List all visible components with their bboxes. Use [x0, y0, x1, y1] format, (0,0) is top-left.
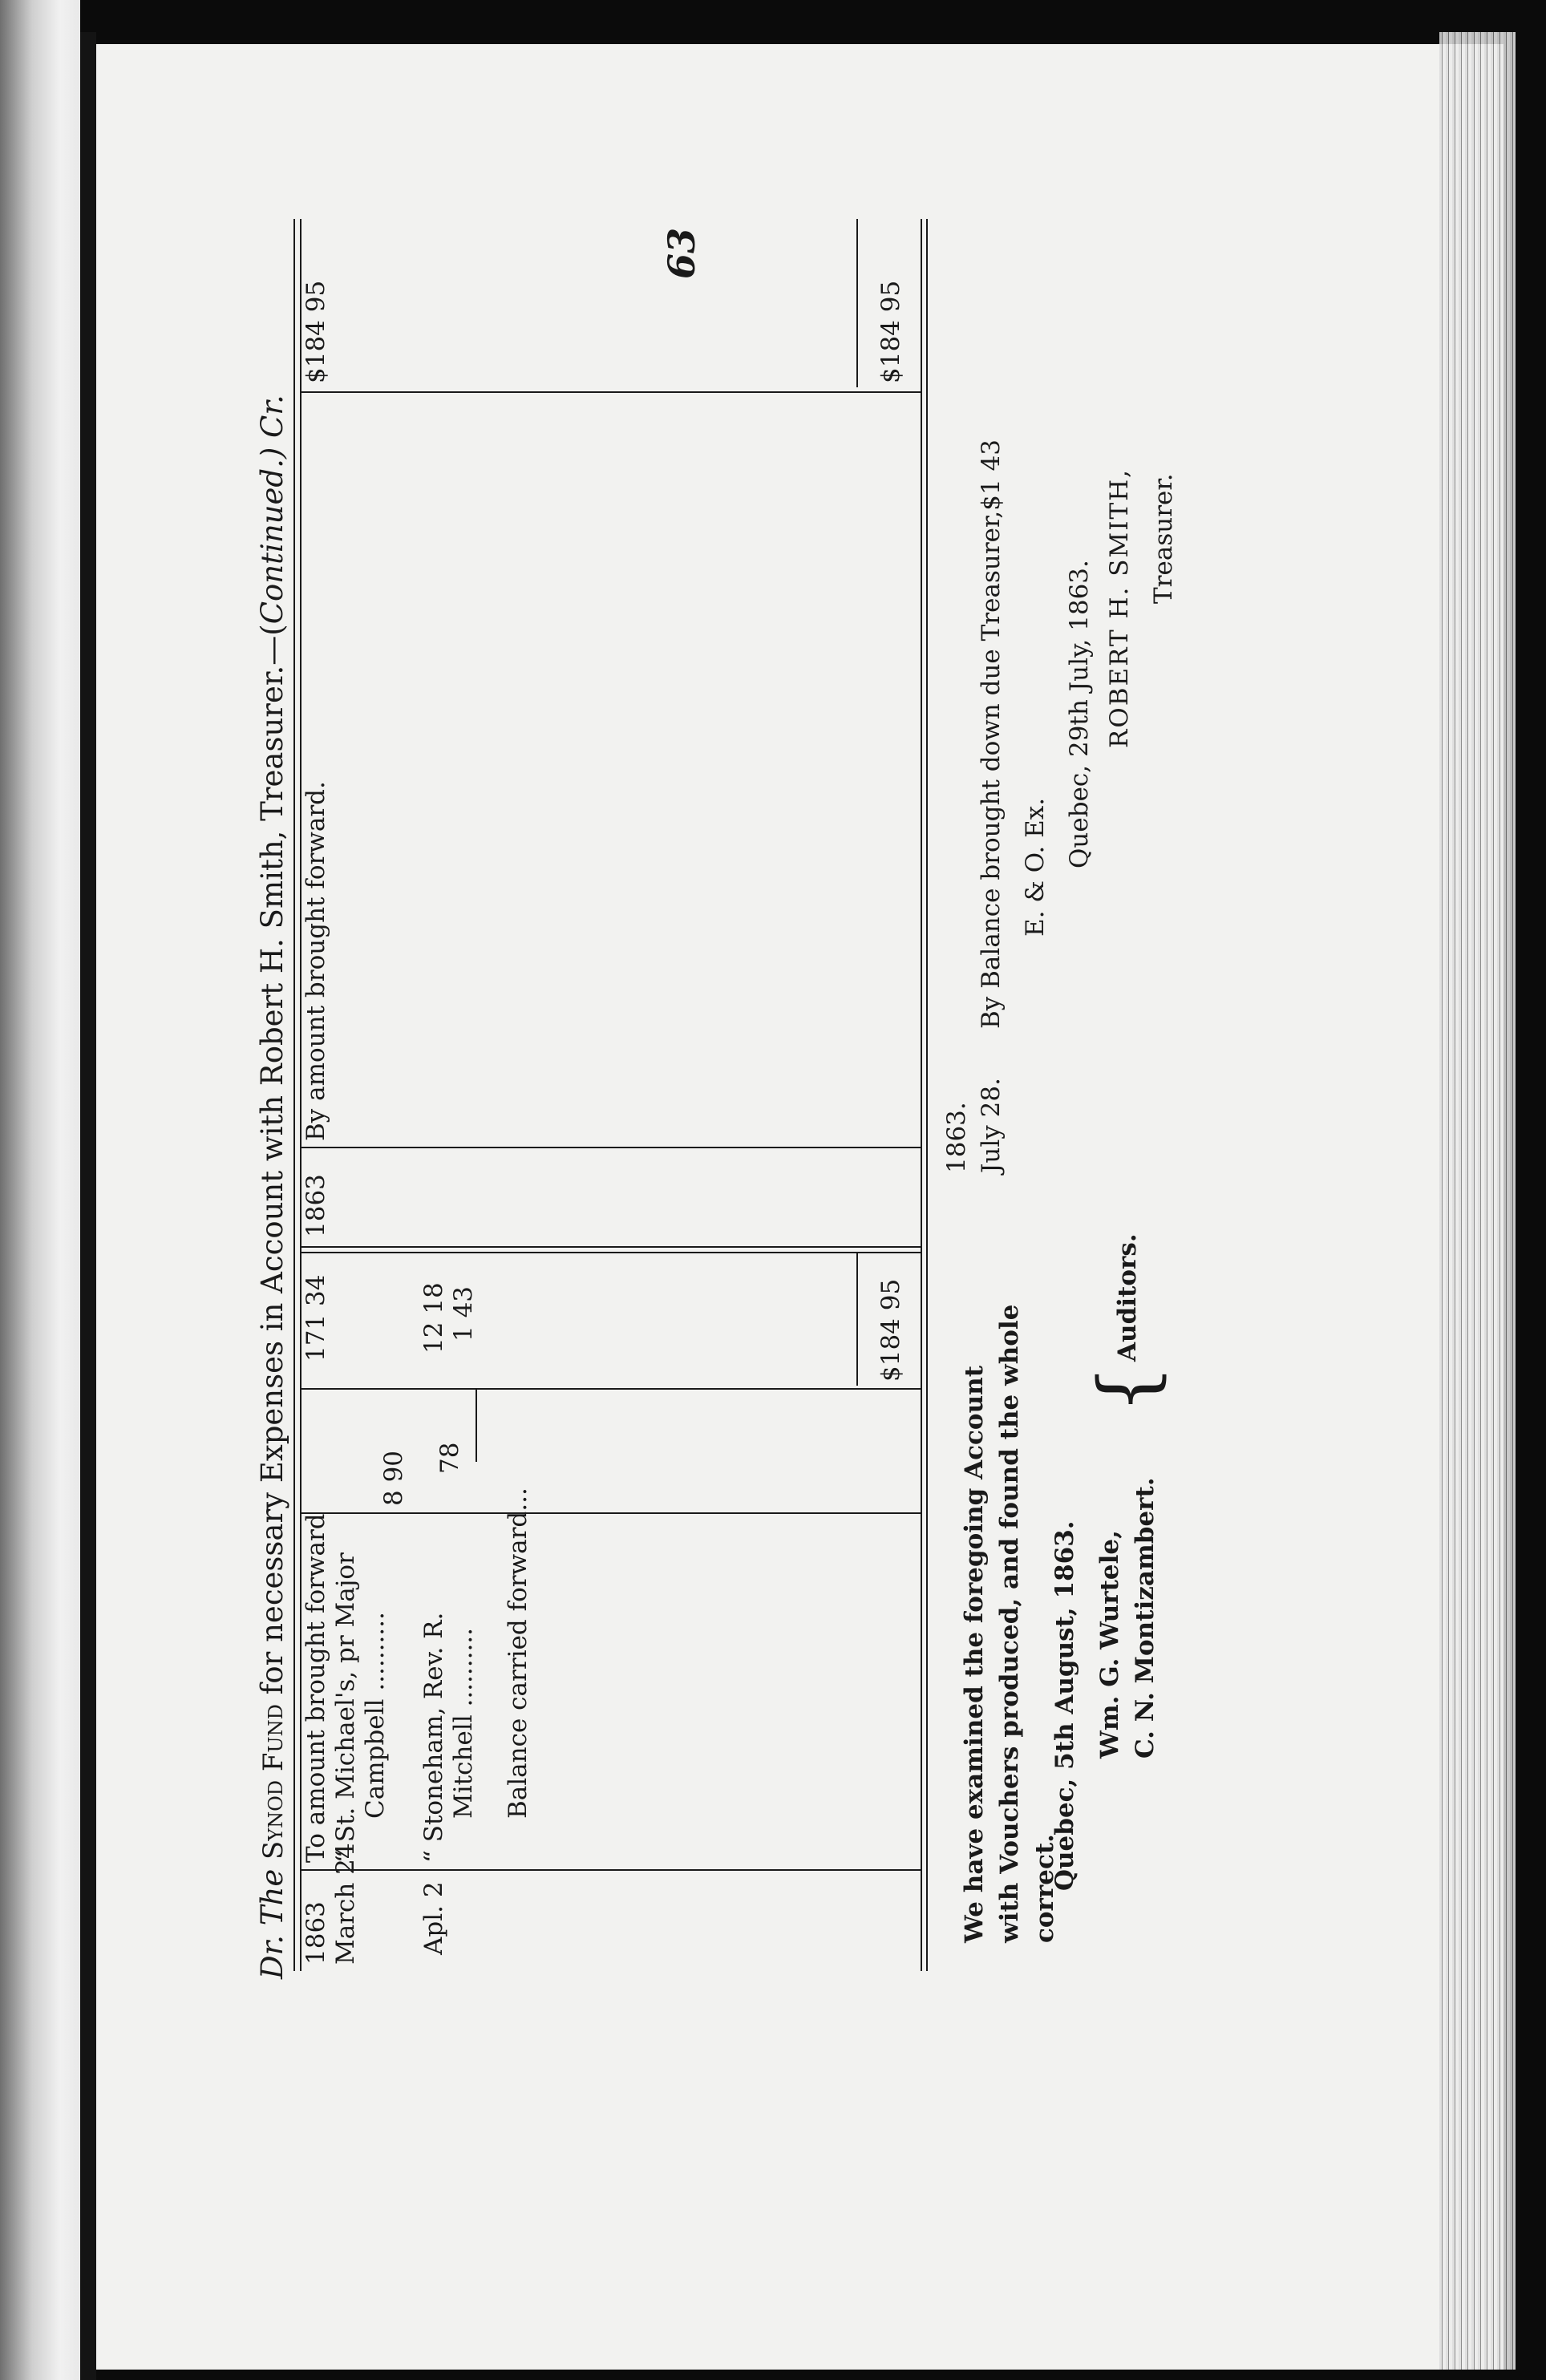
credit-amount: $184 95 — [302, 280, 330, 383]
debit-row-1-description: To amount brought forward — [302, 1513, 330, 1863]
table-bottom-rule — [921, 219, 922, 1971]
credit-total-rule — [856, 219, 858, 387]
rotated-page-content — [207, 215, 1249, 1979]
errors-omissions-note: E. & O. Ex. — [1021, 797, 1050, 937]
credit-year: 1863 — [302, 1174, 330, 1237]
page-edges — [1439, 32, 1516, 2370]
title-suffix: ) Cr. — [255, 395, 289, 459]
auditor-name-1: Wm. G. Wurtele, — [1095, 1530, 1124, 1759]
debit-credit-divider — [300, 1252, 921, 1253]
credit-grand-total: $184 95 — [876, 280, 905, 383]
debit-grand-total: $184 95 — [876, 1278, 905, 1382]
page-number: 63 — [660, 227, 703, 279]
account-title — [255, 395, 289, 1979]
table-top-rule — [293, 219, 295, 1971]
debit-amount-underline — [476, 1388, 477, 1462]
debit-date-column-rule — [300, 1869, 921, 1871]
auditor-name-2: C. N. Montizambert. — [1131, 1477, 1160, 1759]
credit-amount-column-rule — [300, 391, 921, 393]
audit-place-date: Quebec, 5th August, 1863. — [1050, 1520, 1079, 1891]
auditor-brace-icon: { — [1083, 1364, 1172, 1414]
debit-row-6-description: Balance carried forward... — [504, 1488, 532, 1819]
audit-statement: We have examined the foregoing Account with Vouchers produced, and found the whole correct. — [960, 1304, 1059, 1943]
debit-row-1-total: 171 34 — [302, 1274, 330, 1362]
debit-credit-divider-2 — [300, 1246, 921, 1248]
book-gutter — [80, 32, 96, 2380]
auditors-label: Auditors. — [1113, 1233, 1142, 1362]
debit-row-5-description: Mitchell .......... — [449, 1627, 478, 1819]
credit-date-column-rule — [300, 1147, 921, 1148]
balance-description: By Balance brought down due Treasurer,$1 43 — [977, 439, 1006, 1029]
debit-total-rule — [856, 1253, 858, 1386]
fund-name: Synod Fund — [257, 1704, 289, 1860]
debit-row-2-date: March 24 — [331, 1843, 360, 1965]
title-prefix: Dr. The — [255, 1868, 289, 1979]
balance-year: 1863. — [942, 1102, 971, 1173]
debit-row-5-total: 12 18 — [419, 1282, 448, 1354]
debit-total-column-rule — [300, 1388, 921, 1390]
debit-row-2-description: “ St. Michael's, pr Major — [331, 1552, 360, 1863]
facing-page-edge — [0, 0, 80, 2380]
balance-date: July 28. — [977, 1078, 1006, 1173]
treasurer-title: Treasurer. — [1149, 473, 1178, 604]
title-middle: for necessary Expenses in Account with Robert H. Smith, Treasurer.—( — [255, 624, 289, 1695]
credit-description: By amount brought forward. — [302, 781, 330, 1141]
title-continued: Continued. — [255, 459, 289, 625]
debit-row-1-date: 1863 — [302, 1901, 330, 1965]
treasurer-signature: ROBERT H. SMITH, — [1105, 468, 1134, 748]
debit-row-4-description: “ Stoneham, Rev. R. — [419, 1612, 448, 1863]
debit-row-6-total: 1 43 — [449, 1285, 478, 1342]
table-bottom-rule-2 — [926, 219, 928, 1971]
balance-place-date: Quebec, 29th July, 1863. — [1065, 560, 1094, 868]
debit-amount-column-rule — [300, 1512, 921, 1514]
debit-row-3-description: Campbell .......... — [361, 1612, 390, 1819]
debit-row-5-amount: 78 — [435, 1442, 464, 1474]
debit-row-3-amount: 8 90 — [379, 1450, 408, 1506]
debit-row-4-date: Apl. 2 — [419, 1881, 448, 1955]
